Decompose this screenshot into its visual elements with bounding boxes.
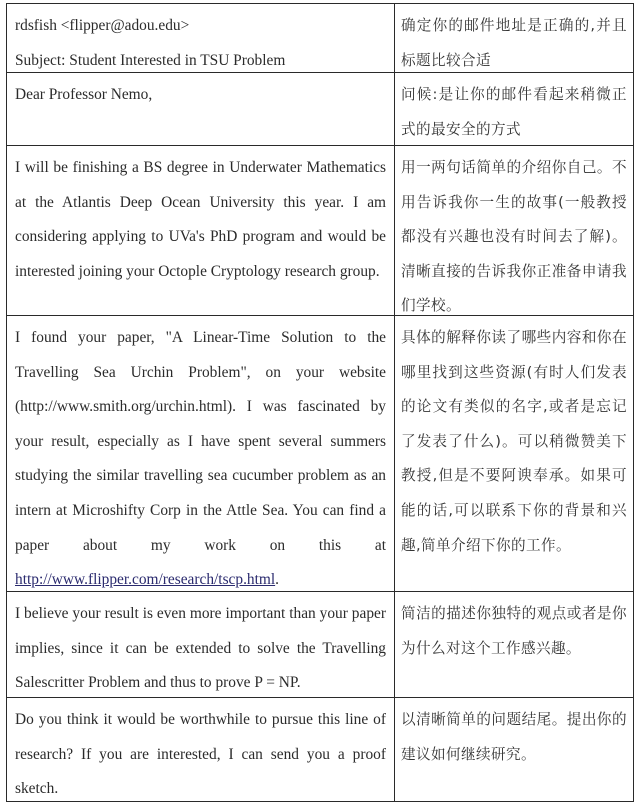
research-link[interactable]: http://www.flipper.com/research/tscp.html — [15, 571, 276, 589]
email-subject: Subject: Student Interested in TSU Problem — [15, 51, 286, 69]
annotation-paper: 具体的解释你读了哪些内容和你在哪里找到这些资源(有时人们发表的论文有类似的名字,或者是忘记了发表了什么)。可以稍微赞美下教授,但是不要阿谀奉承。如果可能的话,可以联系下你的背景和兴趣,简单介绍下你的工作。 — [401, 329, 627, 554]
annotation-greeting: 问候:是让你的邮件看起来稍微正式的最安全的方式 — [401, 86, 627, 138]
email-paper-paragraph — [7, 316, 395, 591]
annotation-insight: 简洁的描述你独特的观点或者是你为什么对这个工作感兴趣。 — [401, 605, 627, 657]
table-row-intro — [7, 146, 633, 316]
email-header-cell — [7, 4, 395, 72]
annotation-header: 确定你的邮件地址是正确的,并且标题比较合适 — [401, 17, 627, 69]
email-question-paragraph: Do you think it would be worthwhile to pursue this line of research? If you are interested, I can send you a proof sketch. — [7, 698, 395, 801]
table-row-greeting — [7, 73, 633, 146]
annotation-intro: 用一两句话简单的介绍你自己。不用告诉我你一生的故事(一般教授都没有兴趣也没有时间去了解)。清晰直接的告诉我你正准备申请我们学校。 — [401, 159, 627, 315]
email-intro-paragraph: I will be finishing a BS degree in Underwater Mathematics at the Atlantis Deep Ocean University this year. I am considering applying to UVa's PhD program and would be interested joining your Octople Cryptology research group. — [7, 146, 395, 315]
table-row-paper — [7, 316, 633, 592]
email-from: rdsfish <flipper@adou.edu> — [15, 17, 190, 34]
link-period: . — [275, 571, 280, 589]
email-insight-paragraph: I believe your result is even more important than your paper implies, since it can be extended to solve the Travelling Salescritter Problem and thus to prove P = NP. — [7, 592, 395, 697]
email-paper-text: I found your paper, "A Linear-Time Solution to the Travelling Sea Urchin Problem", on your website (http://www.smith.org/urchin.html). I was fascinated by your result, especially as I have spent several summers studying the similar travelling sea cucumber problem as an intern at Microshifty Corp in the Attle Sea. You can find a paper about my work on this at — [15, 329, 386, 554]
table-row-header — [7, 4, 633, 73]
table-row-insight — [7, 592, 633, 698]
table-row-question — [7, 698, 633, 801]
annotation-question: 以清晰简单的问题结尾。提出你的建议如何继续研究。 — [401, 711, 627, 763]
email-greeting: Dear Professor Nemo, — [7, 73, 395, 145]
email-annotation-table — [6, 3, 634, 802]
